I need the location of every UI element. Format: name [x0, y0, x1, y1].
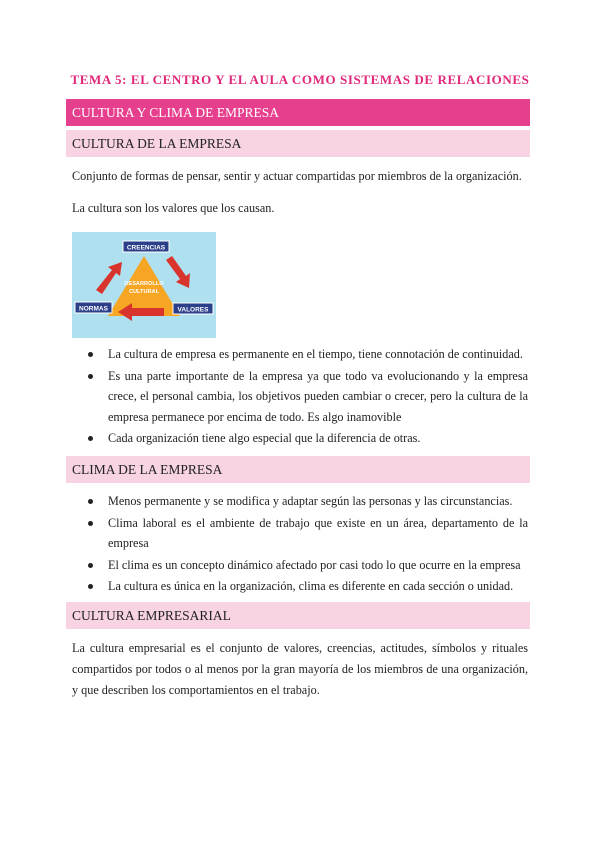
subheading-clima-empresa: CLIMA DE LA EMPRESA: [66, 456, 530, 483]
list-item: Es una parte importante de la empresa ya que todo va evolucionando y la empresa crece, el personal cambia, los objetivos pueden cambiar o crecer, pero la cultura de la empresa permanece por encima de todo. Es algo inamovible: [72, 366, 528, 428]
bullet-icon: [88, 374, 93, 379]
arrow-normas-creencias-icon: [96, 262, 122, 294]
subheading-cultura-empresarial: CULTURA EMPRESARIAL: [66, 602, 530, 629]
page-title: TEMA 5: EL CENTRO Y EL AULA COMO SISTEMAS DE RELACIONES: [70, 72, 530, 87]
label-normas: NORMAS: [79, 305, 108, 313]
list-item: La cultura es única en la organización, clima es diferente en cada sección o unidad.: [72, 576, 528, 597]
bullet-icon: [88, 563, 93, 568]
list-item: Menos permanente y se modifica y adaptar según las personas y las circunstancias.: [72, 491, 528, 512]
subheading-cultura-empresa: CULTURA DE LA EMPRESA: [66, 130, 530, 157]
list-item: La cultura de empresa es permanente en el tiempo, tiene connotación de continuidad.: [72, 344, 528, 365]
label-creencias: CREENCIAS: [126, 244, 166, 252]
paragraph-definicion-cultura: Conjunto de formas de pensar, sentir y actuar compartidas por miembros de la organización.: [72, 169, 522, 183]
clima-bullet-list: [72, 491, 528, 598]
diagram-center-label-1: DESARROLLO: [124, 281, 164, 287]
bullet-icon: [88, 521, 93, 526]
paragraph-valores: La cultura son los valores que los causan.: [72, 201, 275, 215]
list-item: Clima laboral es el ambiente de trabajo que existe en un área, departamento de la empresa: [72, 513, 528, 554]
diagram-center-label-2: CULTURAL: [128, 289, 160, 295]
cultura-bullet-list: [72, 344, 528, 450]
arrow-creencias-valores-icon: [166, 256, 190, 288]
paragraph-cultura-empresarial: La cultura empresarial es el conjunto de valores, creencias, actitudes, símbolos y rituales compartidos por todos o al menos por la gran mayoría de los miembros de una organización, y que describen los comportamientos en el trabajo.: [72, 641, 528, 697]
cultural-development-diagram: [72, 232, 216, 338]
bullet-icon: [88, 499, 93, 504]
bullet-icon: [88, 436, 93, 441]
bullet-icon: [88, 584, 93, 589]
list-item: Cada organización tiene algo especial que la diferencia de otras.: [72, 428, 528, 449]
list-item: El clima es un concepto dinámico afectado por casi todo lo que ocurre en la empresa: [72, 555, 528, 576]
bullet-icon: [88, 352, 93, 357]
label-valores: VALORES: [177, 306, 209, 314]
section-heading-cultura-clima: CULTURA Y CLIMA DE EMPRESA: [66, 99, 530, 126]
